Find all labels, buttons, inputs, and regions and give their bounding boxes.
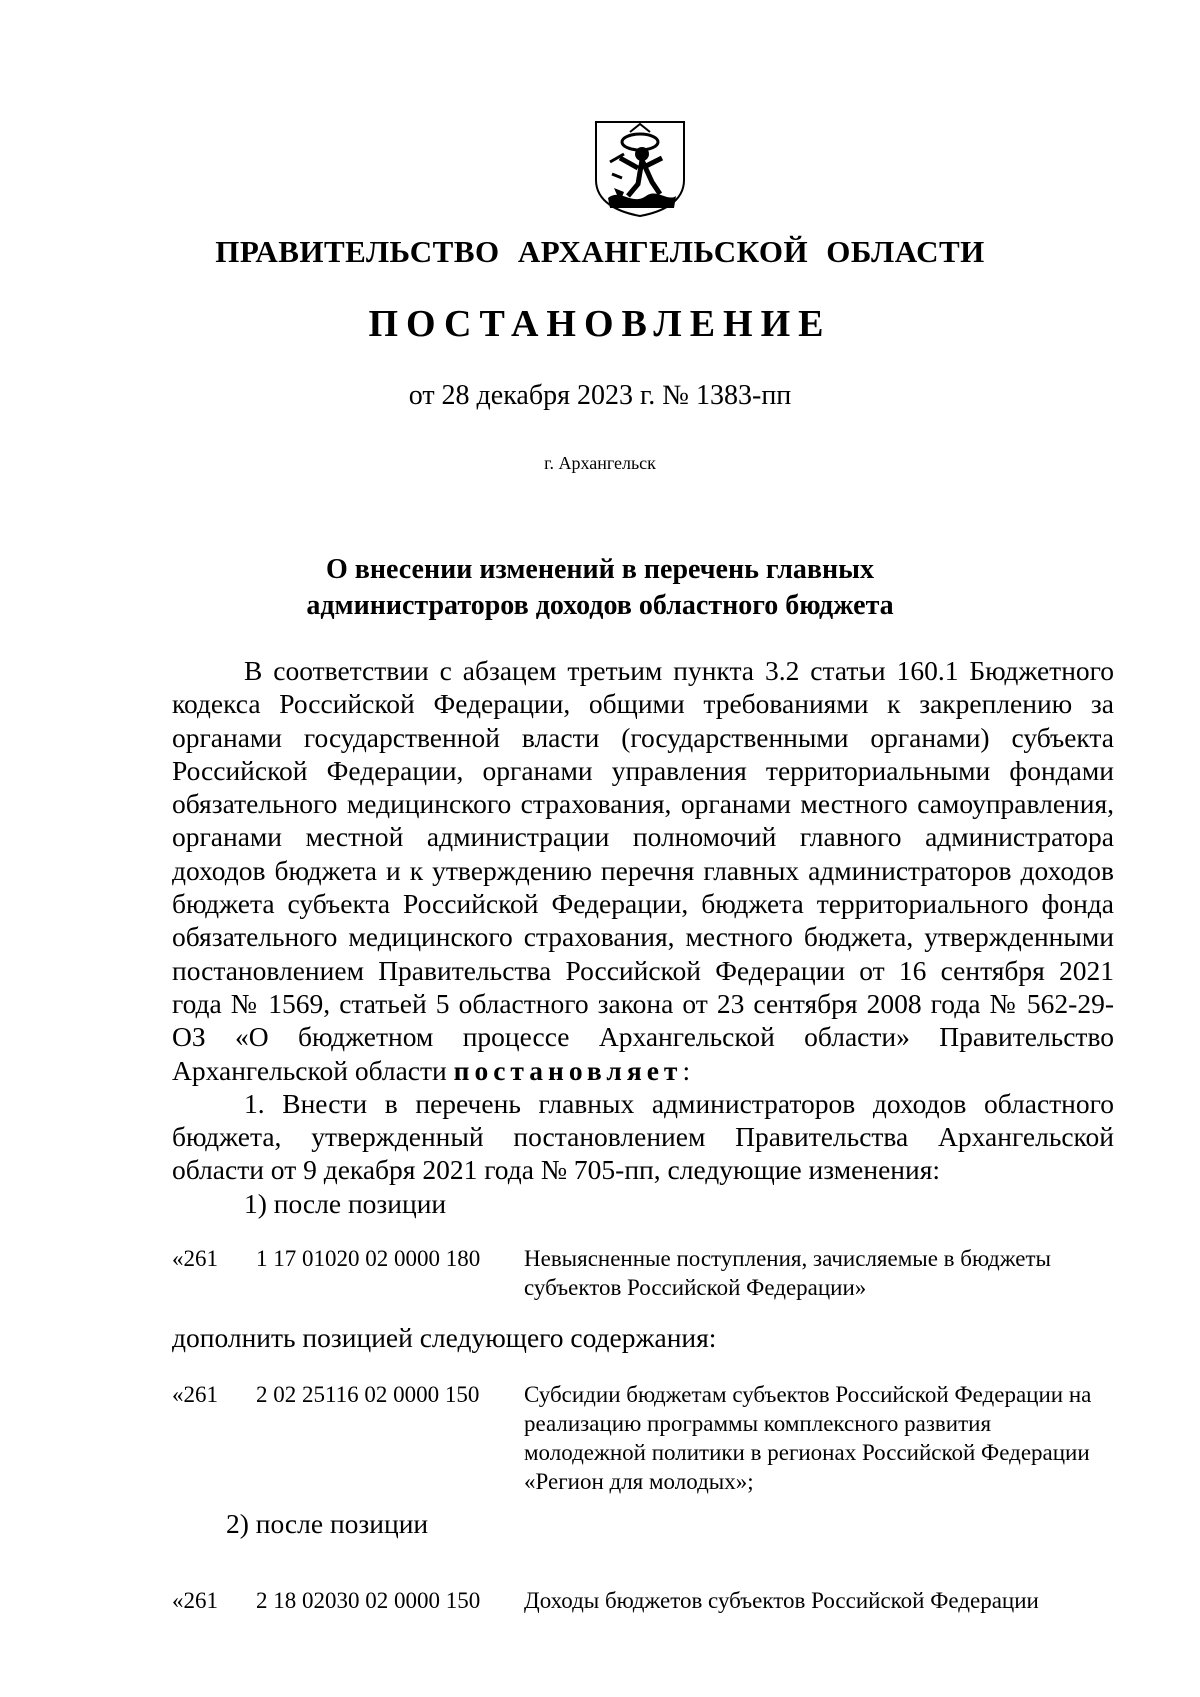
preamble-text: В соответствии с абзацем третьим пункта 3.2 статьи 160.1 Бюджетного кодекса Российской Федерации, общими требованиями к закреплению за органами государственной власти (государственными органами) субъекта Российской Федерации, органами управления территориальными фондами обязательного медицинского страхования, органами местного самоуправления, органами местной администрации полномочий главного администратора доходов бюджета и к утверждению перечня главных администраторов доходов бюджета субъекта Российской Федерации, бюджета территориального фонда обязательного медицинского страхования, местного бюджета, утвержденными постановлением Правительства Российской Федерации от 16 сентября 2021 года № 1569, статьей 5 областного закона от 23 сентября 2008 года № 562-29-ОЗ «О бюджетном процессе Архангельской области» Правительство Архангельской области	[172, 655, 1114, 1086]
government-name: ПРАВИТЕЛЬСТВО АРХАНГЕЛЬСКОЙ ОБЛАСТИ	[215, 234, 985, 269]
document-body	[172, 654, 1114, 1220]
title-line-2: администраторов доходов областного бюджета	[306, 590, 894, 621]
item-1-paragraph: 1. Внести в перечень главных администраторов доходов областного бюджета, утвержденный постановлением Правительства Архангельской области от 9 декабря 2021 года № 705-пп, следующие изменения:	[172, 1087, 1114, 1186]
city-name: г. Архангельск	[544, 453, 656, 473]
income-code: 2 18 02030 02 0000 150	[256, 1588, 481, 1613]
sub-item-1: 1) после позиции	[244, 1187, 447, 1219]
preamble-paragraph	[172, 654, 1114, 1087]
sub-item-2: 2) после позиции	[226, 1508, 429, 1539]
admin-code: «261	[172, 1382, 218, 1407]
colon: :	[682, 1054, 691, 1086]
document-type: ПОСТАНОВЛЕНИЕ	[368, 303, 832, 345]
income-code: 2 02 25116 02 0000 150	[256, 1382, 480, 1407]
income-code: 1 17 01020 02 0000 180	[256, 1246, 481, 1271]
resolves-word: постановляет	[453, 1054, 683, 1086]
arkhangelsk-coat-of-arms-icon	[590, 118, 690, 218]
income-name: Невыясненные поступления, зачисляемые в бюджеты субъектов Российской Федерации»	[524, 1246, 1052, 1300]
supplement-text: дополнить позицией следующего содержания:	[172, 1322, 717, 1353]
income-name: Субсидии бюджетам субъектов Российской Федерации на реализацию программы комплексного развития молодежной политики в регионах Российской Федерации «Регион для молодых»;	[524, 1382, 1092, 1494]
decree-date-number: от 28 декабря 2023 г. № 1383-пп	[408, 380, 792, 411]
admin-code: «261	[172, 1246, 218, 1271]
income-name: Доходы бюджетов субъектов Российской Федерации	[524, 1588, 1039, 1613]
admin-code: «261	[172, 1588, 218, 1613]
document-title	[0, 552, 1200, 624]
title-line-1: О внесении изменений в перечень главных	[325, 554, 875, 585]
